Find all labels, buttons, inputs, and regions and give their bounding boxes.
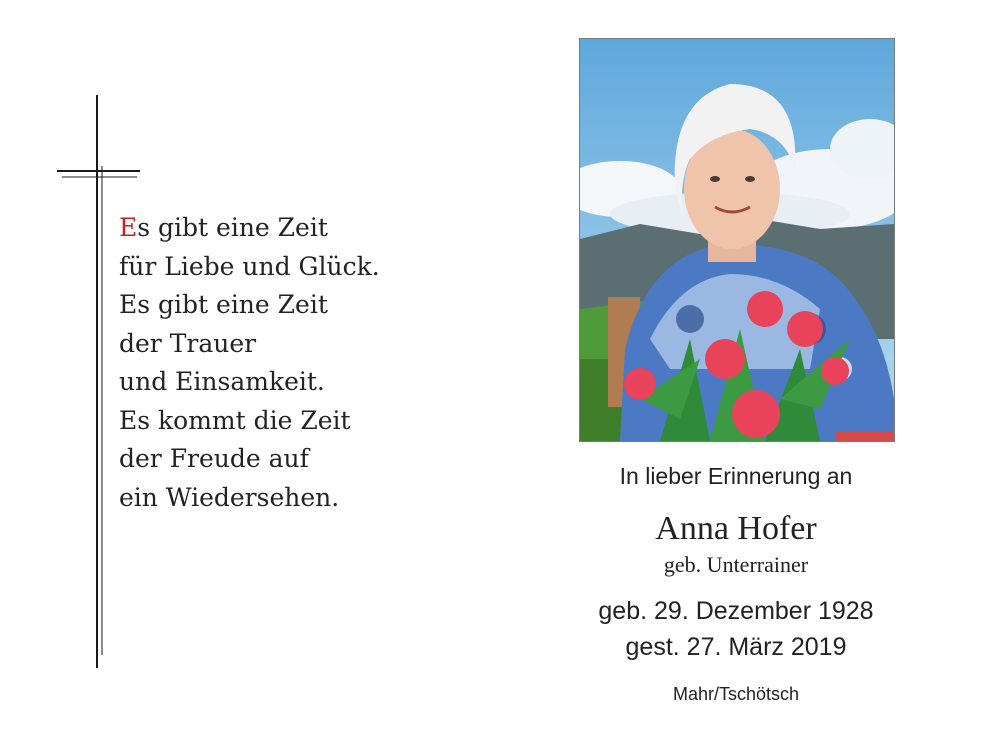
portrait-photo-icon bbox=[580, 39, 894, 441]
portrait-photo bbox=[579, 38, 895, 442]
poem-line: Es gibt eine Zeit bbox=[119, 290, 328, 319]
poem-line: der Trauer bbox=[119, 328, 257, 358]
poem-line bbox=[119, 209, 380, 248]
poem-line: für Liebe und Glück. bbox=[119, 251, 380, 281]
poem-line: ein Wiedersehen. bbox=[119, 482, 340, 512]
poem-initial: E bbox=[119, 213, 138, 242]
memorial-intro: In lieber Erinnerung an bbox=[619, 463, 853, 489]
death-date: gest. 27. März 2019 bbox=[625, 633, 847, 661]
maiden-name: geb. Unterrainer bbox=[663, 552, 809, 577]
poem-line: und Einsamkeit. bbox=[119, 367, 325, 396]
poem-line: der Freude auf bbox=[119, 444, 309, 473]
birth-date: geb. 29. Dezember 1928 bbox=[598, 597, 874, 625]
place-name: Mahr/Tschötsch bbox=[672, 684, 800, 704]
poem-line-text: s gibt eine Zeit bbox=[137, 213, 328, 242]
poem bbox=[119, 209, 380, 517]
poem-line: Es kommt die Zeit bbox=[119, 405, 351, 435]
deceased-name: Anna Hofer bbox=[655, 510, 817, 547]
